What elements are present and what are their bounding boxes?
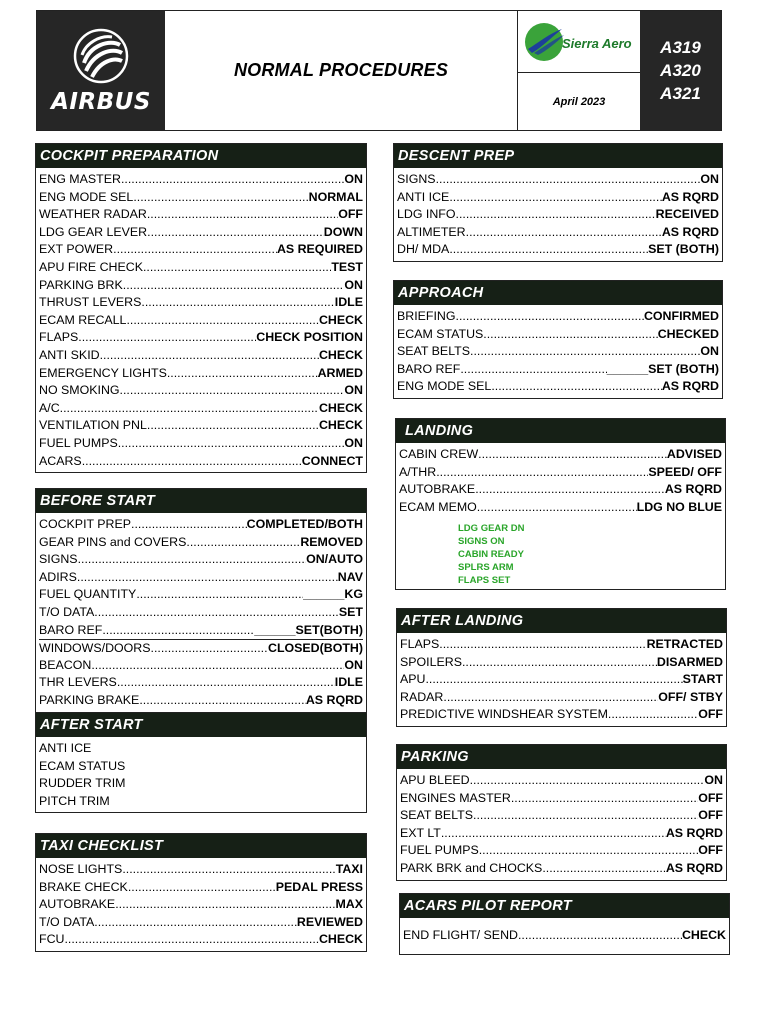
item-label: T/O DATA <box>39 914 95 929</box>
checklist-item <box>397 241 719 259</box>
dot-leader <box>78 551 307 569</box>
item-label: FLAPS <box>39 330 79 345</box>
dot-leader <box>542 860 666 878</box>
dot-leader <box>143 259 331 277</box>
item-value: OFF/ STBY <box>658 689 723 704</box>
checklist-item <box>39 224 363 242</box>
item-value: ______SET(BOTH) <box>254 622 363 637</box>
item-value: ON <box>700 344 719 359</box>
item-value: AS RQRD <box>305 692 363 707</box>
checklist-item <box>39 692 363 710</box>
dot-leader <box>456 206 656 224</box>
checklist-item <box>39 604 363 622</box>
checklist-item <box>39 569 363 587</box>
item-label: ECAM STATUS <box>39 758 126 773</box>
checklist-item <box>39 931 363 949</box>
checklist-item <box>400 790 723 808</box>
section-title: TAXI CHECKLIST <box>36 834 366 858</box>
dot-leader <box>131 516 247 534</box>
item-value: ON <box>344 277 363 292</box>
aircraft-models <box>640 11 721 130</box>
svg-text:Sierra Aero: Sierra Aero <box>562 36 632 51</box>
item-value: AS RQRD <box>665 860 723 875</box>
after-landing-section <box>396 608 727 727</box>
dot-leader <box>82 453 302 471</box>
item-value: ON <box>344 435 363 450</box>
checklist-item <box>39 586 363 604</box>
item-label: LDG GEAR LEVER <box>39 224 148 239</box>
item-value: SET <box>338 604 363 619</box>
checklist-item <box>39 639 363 657</box>
item-label: BARO REF <box>39 622 103 637</box>
checklist-item <box>397 378 719 396</box>
item-value: PEDAL PRESS <box>275 879 363 894</box>
dot-leader <box>608 706 698 724</box>
checklist-item <box>39 622 363 640</box>
dot-leader <box>94 914 297 932</box>
item-value: CHECK <box>681 928 726 942</box>
checklist-item <box>39 793 363 811</box>
item-value: OFF <box>698 790 723 805</box>
dot-leader <box>167 365 318 383</box>
item-value: LDG NO BLUE <box>636 499 722 514</box>
checklist-item <box>39 775 363 793</box>
title-block <box>165 11 517 130</box>
dot-leader <box>436 464 648 482</box>
checklist-item <box>39 516 363 534</box>
checklist-items <box>397 633 726 726</box>
dot-leader <box>449 241 648 259</box>
item-label: BARO REF <box>397 361 461 376</box>
dot-leader <box>139 692 306 710</box>
item-label: SPOILERS <box>400 654 462 669</box>
memo-splrs-arm: SPLRS ARM <box>458 562 514 574</box>
checklist-item <box>400 636 723 654</box>
item-label: EXT POWER <box>39 242 114 257</box>
item-value: IDLE <box>334 295 363 310</box>
checklist-items <box>397 769 726 880</box>
dot-leader <box>449 189 662 207</box>
item-value: OFF <box>698 808 723 823</box>
item-label: PARK BRK and CHOCKS <box>400 860 543 875</box>
item-label: NO SMOKING <box>39 383 120 398</box>
dot-leader <box>141 294 334 312</box>
item-label: COCKPIT PREP <box>39 517 132 531</box>
item-value: AS RQRD <box>665 825 723 840</box>
item-label: RUDDER TRIM <box>39 776 126 791</box>
checklist-item <box>400 807 723 825</box>
revision-date: April 2023 <box>552 95 606 108</box>
section-title: AFTER LANDING <box>397 609 726 633</box>
checklist-item <box>397 189 719 207</box>
item-label: BRAKE CHECK <box>39 879 128 894</box>
item-value: AS RQRD <box>661 224 719 239</box>
item-value: CONNECT <box>301 453 363 468</box>
dot-leader <box>122 861 335 879</box>
item-label: APU BLEED <box>400 773 470 787</box>
item-label: LDG INFO <box>397 207 456 222</box>
dot-leader <box>425 671 682 689</box>
dot-leader <box>511 790 698 808</box>
checklist-item <box>403 927 726 945</box>
descent-prep-section <box>393 143 723 262</box>
item-label: BEACON <box>39 657 92 672</box>
dot-leader <box>147 417 319 435</box>
item-value: NORMAL <box>308 189 363 204</box>
checklist-item <box>399 481 722 499</box>
item-label: ECAM RECALL <box>39 312 127 327</box>
item-label: EMERGENCY LIGHTS <box>39 365 167 380</box>
checklist-items <box>36 858 366 951</box>
item-value: OFF <box>698 707 723 722</box>
dot-leader <box>470 772 705 790</box>
cockpit-preparation-section <box>35 143 367 473</box>
item-value: CHECK <box>318 418 363 433</box>
item-value: COMPLETED/BOTH <box>246 517 363 531</box>
model-a319: A319 <box>660 38 701 57</box>
checklist-item <box>39 417 363 435</box>
item-value: ON <box>704 773 723 787</box>
item-value: ARMED <box>317 365 363 380</box>
checklist-item <box>39 534 363 552</box>
item-label: RADAR <box>400 689 444 704</box>
item-label: APU <box>400 672 426 687</box>
item-value: RETRACTED <box>646 637 723 651</box>
dot-leader <box>466 224 662 242</box>
item-value: TEST <box>331 259 363 274</box>
checklist-item <box>399 464 722 482</box>
checklist-item <box>39 674 363 692</box>
checklist-items <box>36 737 366 812</box>
dot-leader <box>64 931 318 949</box>
checklist-item <box>39 758 363 776</box>
item-label: PITCH TRIM <box>39 793 110 808</box>
item-label: END FLIGHT/ SEND <box>403 928 518 942</box>
item-value: IDLE <box>334 675 363 690</box>
checklist-item <box>39 347 363 365</box>
checklist-item <box>39 382 363 400</box>
dot-leader <box>483 326 657 344</box>
checklist-item <box>397 326 719 344</box>
checklist-item <box>399 446 722 464</box>
dot-leader <box>518 927 682 945</box>
item-value: AS RQRD <box>664 482 722 497</box>
item-label: BRIEFING <box>397 309 456 323</box>
item-value: REVIEWED <box>296 914 363 929</box>
item-value: OFF <box>698 843 723 858</box>
item-label: THRUST LEVERS <box>39 295 142 310</box>
item-value: NAV <box>337 569 363 584</box>
dot-leader <box>100 347 319 365</box>
item-value: MAX <box>335 897 363 912</box>
item-value: OFF <box>338 207 363 222</box>
item-value: CLOSED(BOTH) <box>268 641 363 656</box>
item-label: ENG MODE SEL <box>397 379 492 394</box>
item-label: DH/ MDA <box>397 242 450 257</box>
item-value: DOWN <box>323 224 363 239</box>
checklist-item <box>397 308 719 326</box>
model-a320: A320 <box>660 61 701 80</box>
checklist-item <box>400 671 723 689</box>
dot-leader <box>441 825 666 843</box>
checklist-item <box>39 657 363 675</box>
item-value: START <box>682 672 723 687</box>
checklist-item <box>397 206 719 224</box>
after-start-section <box>35 712 367 813</box>
item-label: T/O DATA <box>39 604 95 619</box>
dot-leader <box>473 807 698 825</box>
item-label: FUEL PUMPS <box>400 843 479 858</box>
memo-cabin-ready: CABIN READY <box>458 549 524 561</box>
item-value: ______KG <box>303 587 363 602</box>
checklist-items <box>394 168 722 261</box>
item-value: CHECKED <box>657 326 719 341</box>
item-value: ADVISED <box>666 447 722 461</box>
section-title: BEFORE START <box>36 489 366 513</box>
item-value: ON <box>344 172 363 186</box>
dot-leader <box>151 640 268 657</box>
taxi-checklist-section <box>35 833 367 952</box>
item-value: ON <box>344 657 363 672</box>
dot-leader <box>77 569 338 587</box>
dot-leader <box>115 896 335 914</box>
item-value: SET (BOTH) <box>648 242 719 257</box>
checklist-item <box>39 551 363 569</box>
document-header <box>36 10 722 131</box>
item-label: GEAR PINS and COVERS <box>39 534 187 549</box>
item-value: ON/AUTO <box>306 552 363 567</box>
checklist-item <box>400 689 723 707</box>
checklist-items <box>36 168 366 472</box>
item-label: FUEL QUANTITY <box>39 587 137 602</box>
item-label: A/THR <box>399 464 437 479</box>
checklist-items <box>396 443 725 518</box>
item-value: CHECK <box>318 347 363 362</box>
checklist-item <box>397 343 719 361</box>
checklist-item <box>39 400 363 418</box>
item-label: FCU <box>39 932 65 947</box>
checklist-item <box>39 896 363 914</box>
item-label: ANTI ICE <box>39 741 92 755</box>
section-title: PARKING <box>397 745 726 769</box>
item-label: ECAM MEMO <box>399 499 477 514</box>
item-label: EXT LT <box>400 825 441 840</box>
item-value: RECEIVED <box>655 207 719 222</box>
dot-leader <box>102 622 254 640</box>
dot-leader <box>147 206 338 224</box>
item-label: NOSE LIGHTS <box>39 862 123 876</box>
item-value: AS REQUIRED <box>276 242 363 257</box>
dot-leader <box>118 435 345 453</box>
item-label: AUTOBRAKE <box>399 482 476 497</box>
dot-leader <box>491 378 662 396</box>
checklist-item <box>397 171 719 189</box>
item-label: SIGNS <box>397 172 436 186</box>
dot-leader <box>91 657 344 675</box>
date-block <box>517 73 640 130</box>
checklist-item <box>397 224 719 242</box>
checklist-item <box>400 654 723 672</box>
section-title: ACARS PILOT REPORT <box>400 894 729 918</box>
checklist-item <box>39 914 363 932</box>
dot-leader <box>147 224 324 242</box>
item-value: CHECK <box>318 312 363 327</box>
sierra-aero-logo-icon <box>522 21 637 63</box>
item-value: ON <box>344 383 363 398</box>
checklist-items <box>394 305 722 398</box>
dot-leader <box>456 308 644 326</box>
checklist-item <box>39 259 363 277</box>
dot-leader <box>113 241 277 259</box>
dot-leader <box>186 534 300 552</box>
item-label: ECAM STATUS <box>397 326 484 341</box>
acars-pilot-report-section <box>399 893 730 955</box>
item-label: APU FIRE CHECK <box>39 259 143 274</box>
item-value: SPEED/ OFF <box>648 464 722 479</box>
checklist-item <box>39 312 363 330</box>
item-value: CHECK <box>318 400 363 415</box>
dot-leader <box>78 329 256 347</box>
item-value: CONFIRMED <box>643 309 719 323</box>
item-label: ENG MASTER <box>39 172 121 186</box>
item-label: ALTIMETER <box>397 224 466 239</box>
item-value: ON <box>700 172 719 186</box>
item-label: ENGINES MASTER <box>400 790 511 805</box>
checklist-item <box>39 879 363 897</box>
model-a321: A321 <box>660 84 701 103</box>
item-label: ADIRS <box>39 569 77 584</box>
item-label: SEAT BELTS <box>400 808 473 823</box>
landing-section <box>395 418 726 590</box>
item-label: A/C <box>39 400 60 415</box>
brand-block <box>37 11 165 130</box>
item-label: PARKING BRK <box>39 277 123 292</box>
section-title: AFTER START <box>36 713 366 737</box>
memo-flaps-set: FLAPS SET <box>458 575 511 587</box>
dot-leader <box>117 674 335 692</box>
item-value: TAXI <box>335 862 363 876</box>
item-label: WEATHER RADAR <box>39 207 147 222</box>
checklist-item <box>39 206 363 224</box>
item-label: ENG MODE SEL <box>39 189 134 204</box>
dot-leader <box>120 382 345 400</box>
checklist-item <box>39 294 363 312</box>
checklist-item <box>397 361 719 379</box>
item-value: REMOVED <box>300 534 363 549</box>
checklist-item <box>400 842 723 860</box>
item-label: WINDOWS/DOORS <box>39 641 151 656</box>
dot-leader <box>136 586 303 604</box>
airbus-logo-icon <box>72 27 130 85</box>
dot-leader <box>470 343 700 361</box>
dot-leader <box>460 361 606 379</box>
item-label: FUEL PUMPS <box>39 435 118 450</box>
item-label: SIGNS <box>39 552 78 567</box>
item-label: ANTI SKID <box>39 347 100 362</box>
item-value: ______SET (BOTH) <box>606 361 719 376</box>
dot-leader <box>443 689 658 707</box>
memo-signs-on: SIGNS ON <box>458 536 505 548</box>
dot-leader <box>126 312 318 330</box>
section-title: DESCENT PREP <box>394 144 722 168</box>
checklist-item <box>39 189 363 207</box>
item-label: FLAPS <box>400 637 440 651</box>
checklist-item <box>400 860 723 878</box>
checklist-item <box>39 171 363 189</box>
item-label: SEAT BELTS <box>397 344 470 359</box>
section-title: COCKPIT PREPARATION <box>36 144 366 168</box>
item-value: DISARMED <box>656 654 723 669</box>
checklist-item <box>39 329 363 347</box>
item-label: AUTOBRAKE <box>39 897 116 912</box>
approach-section <box>393 280 723 399</box>
checklist-item <box>39 740 363 758</box>
dot-leader <box>478 446 667 464</box>
item-label: VENTILATION PNL <box>39 418 147 433</box>
dot-leader <box>436 171 701 189</box>
checklist-items <box>36 513 366 712</box>
dot-leader <box>133 189 308 207</box>
dot-leader <box>60 400 319 418</box>
item-value: CHECK <box>318 932 363 947</box>
dot-leader <box>475 481 665 499</box>
section-title: APPROACH <box>394 281 722 305</box>
dot-leader <box>123 277 345 295</box>
checklist-item <box>39 861 363 879</box>
checklist-item <box>39 277 363 295</box>
before-start-section <box>35 488 367 713</box>
checklist-item <box>39 365 363 383</box>
dot-leader <box>128 879 276 897</box>
checklist-item <box>400 772 723 790</box>
checklist-item <box>400 825 723 843</box>
item-label: PARKING BRAKE <box>39 692 140 707</box>
item-label: CABIN CREW <box>399 447 479 461</box>
dot-leader <box>94 604 339 622</box>
dot-leader <box>479 842 699 860</box>
dot-leader <box>439 636 646 654</box>
item-value: CHECK POSITION <box>256 330 363 345</box>
ecam-memo-list <box>396 518 725 589</box>
memo-ldg-gear-dn: LDG GEAR DN <box>458 523 525 535</box>
item-value: AS RQRD <box>661 189 719 204</box>
dot-leader <box>121 171 344 189</box>
dot-leader <box>462 654 657 672</box>
checklist-item <box>39 435 363 453</box>
brand-name: AIRBUS <box>51 89 151 115</box>
item-label: PREDICTIVE WINDSHEAR SYSTEM <box>400 707 608 722</box>
checklist-item <box>399 499 722 517</box>
checklist-items <box>400 918 729 954</box>
document-title: NORMAL PROCEDURES <box>233 60 449 80</box>
checklist-item <box>400 706 723 724</box>
checklist-item <box>39 453 363 471</box>
dot-leader <box>477 499 637 517</box>
item-value: AS RQRD <box>661 379 719 394</box>
checklist-item <box>39 241 363 259</box>
airline-block <box>517 11 640 73</box>
parking-section <box>396 744 727 881</box>
section-title: LANDING <box>396 419 725 443</box>
item-label: ANTI ICE <box>397 189 450 204</box>
item-label: THR LEVERS <box>39 675 117 690</box>
item-label: ACARS <box>39 453 82 468</box>
